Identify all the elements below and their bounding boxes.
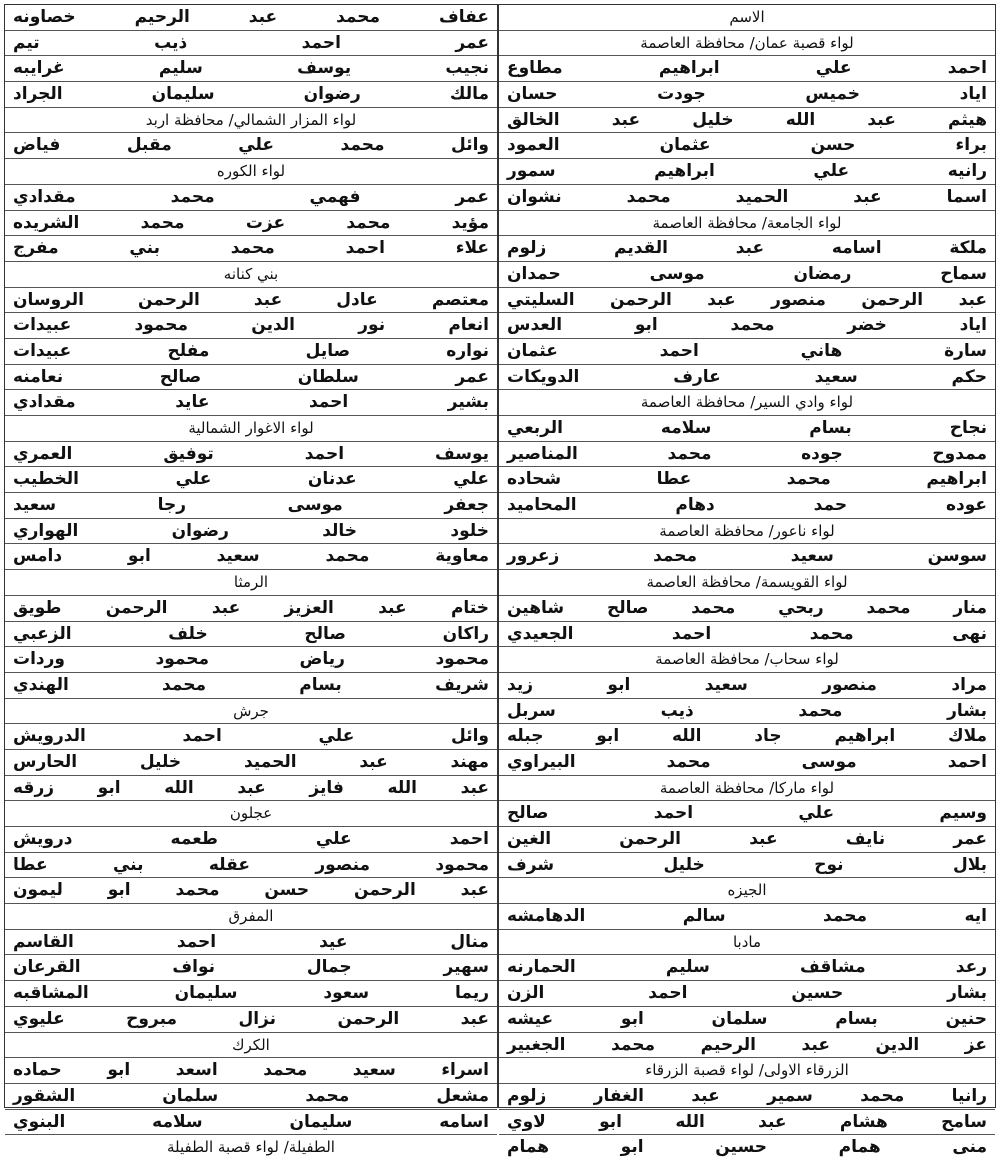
name-list-sheet (4, 4, 996, 1158)
name-row: ملاك ابراهيم جاد الله ابو جبله (499, 724, 995, 750)
name-row: ريما سعود سليمان المشاقبه (5, 981, 497, 1007)
name-row: ابراهيم محمد عطا شحاده (499, 467, 995, 493)
name-row: مراد منصور سعيد ابو زيد (499, 673, 995, 699)
section-heading: مادبا (499, 930, 995, 956)
name-row: حكم سعيد عارف الدويكات (499, 365, 995, 391)
section-heading: لواء الاغوار الشمالية (5, 416, 497, 442)
name-row: راكان صالح خلف الزعبي (5, 622, 497, 648)
name-row: وائل علي احمد الدرويش (5, 724, 497, 750)
name-row: مهند عبد الحميد خليل الحارس (5, 750, 497, 776)
name-row: عبد الرحمن منصور عبد الرحمن السليتي (499, 288, 995, 314)
name-row: بشير احمد عايد مقدادي (5, 390, 497, 416)
name-row: براء حسن عثمان العمود (499, 133, 995, 159)
name-row: سهير جمال نواف القرعان (5, 955, 497, 981)
left-column (5, 5, 499, 1157)
name-row: اسما عبد الحميد محمد نشوان (499, 185, 995, 211)
section-heading: الكرك (5, 1033, 497, 1059)
name-row: عوده حمد دهام المحاميد (499, 493, 995, 519)
name-row: عمر احمد ذيب تيم (5, 31, 497, 57)
section-heading: لواء المزار الشمالي/ محافظة اربد (5, 108, 497, 134)
name-row: اسراء سعيد محمد اسعد ابو حماده (5, 1058, 497, 1084)
name-row: سوسن سعيد محمد زعرور (499, 544, 995, 570)
section-heading: لواء ماركا/ محافظة العاصمة (499, 776, 995, 802)
name-row: علي عدنان علي الخطيب (5, 467, 497, 493)
section-heading: لواء الجامعة/ محافظة العاصمة (499, 211, 995, 237)
name-row: سماح رمضان موسى حمدان (499, 262, 995, 288)
name-row: يوسف احمد توفيق العمري (5, 442, 497, 468)
name-row: عبد الرحمن نزال مبروح عليوي (5, 1007, 497, 1033)
section-heading: الرمثا (5, 570, 497, 596)
name-row: جعفر موسى رجا سعيد (5, 493, 497, 519)
name-row: وائل محمد علي مقبل فياض (5, 133, 497, 159)
right-column (499, 5, 995, 1158)
name-row: عبد الله فايز عبد الله ابو زرقه (5, 776, 497, 802)
section-heading: بني كنانه (5, 262, 497, 288)
name-row: رانيا محمد سمير عبد الغفار زلوم (499, 1084, 995, 1110)
section-heading: لواء قصبة عمان/ محافظة العاصمة (499, 31, 995, 57)
name-row: عفاف محمد عبد الرحيم خصاونه (5, 5, 497, 31)
name-row: مؤيد محمد عزت محمد الشريده (5, 211, 497, 237)
name-row: بشار محمد ذيب سربل (499, 699, 995, 725)
name-row: شريف بسام محمد الهندي (5, 673, 497, 699)
section-heading: الاسم (499, 5, 995, 31)
name-row: ملكة اسامه عبد القديم زلوم (499, 236, 995, 262)
section-heading: لواء سحاب/ محافظة العاصمة (499, 647, 995, 673)
name-row: رانيه علي ابراهيم سمور (499, 159, 995, 185)
name-row: خلود خالد رضوان الهواري (5, 519, 497, 545)
name-row: حنين بسام سلمان ابو عيشه (499, 1007, 995, 1033)
name-row: هيثم عبد الله خليل عبد الخالق (499, 108, 995, 134)
section-heading: الزرقاء الاولى/ لواء قصبة الزرقاء (499, 1058, 995, 1084)
name-row: منال عيد احمد القاسم (5, 930, 497, 956)
name-row: معاوية محمد سعيد ابو دامس (5, 544, 497, 570)
section-heading: لواء الكوره (5, 159, 497, 185)
section-heading: المفرق (5, 904, 497, 930)
name-row: بشار حسين احمد الزن (499, 981, 995, 1007)
name-row: معتصم عادل عبد الرحمن الروسان (5, 288, 497, 314)
name-row: عمر فهمي محمد مقدادي (5, 185, 497, 211)
name-row: احمد علي ابراهيم مطاوع (499, 56, 995, 82)
section-heading: الطفيلة/ لواء قصبة الطفيلة (167, 1138, 335, 1157)
name-row: نجيب يوسف سليم غرايبه (5, 56, 497, 82)
section-heading: لواء ناعور/ محافظة العاصمة (499, 519, 995, 545)
name-row: منار محمد ربحي محمد صالح شاهين (499, 596, 995, 622)
name-row: عز الدين عبد الرحيم محمد الجغبير (499, 1033, 995, 1059)
name-row: ممدوح جوده محمد المناصير (499, 442, 995, 468)
name-row: نجاح بسام سلامه الربعي (499, 416, 995, 442)
name-row: ايه محمد سالم الدهامشه (499, 904, 995, 930)
name-row: اسامه سليمان سلامه البنوي (5, 1110, 497, 1136)
section-heading: جرش (5, 699, 497, 725)
name-row: سامح هشام عبد الله ابو لاوي (499, 1110, 995, 1136)
section-heading: لواء وادي السير/ محافظة العاصمة (499, 390, 995, 416)
name-row: رعد مشاقف سليم الحمارنه (499, 955, 995, 981)
name-row: اياد خضر محمد ابو العدس (499, 313, 995, 339)
section-heading: عجلون (5, 801, 497, 827)
name-row: وسيم علي احمد صالح (499, 801, 995, 827)
section-heading: لواء القويسمة/ محافظة العاصمة (499, 570, 995, 596)
name-row: احمد موسى محمد البيراوي (499, 750, 995, 776)
name-row: نواره صايل مفلح عبيدات (5, 339, 497, 365)
name-row: مالك رضوان سليمان الجراد (5, 82, 497, 108)
section-heading: الجيزه (499, 878, 995, 904)
name-row: عمر سلطان صالح نعامنه (5, 365, 497, 391)
name-row: نهى محمد احمد الجعيدي (499, 622, 995, 648)
name-row: مشعل محمد سلمان الشقور (5, 1084, 497, 1110)
name-row: محمود منصور عقله بني عطا (5, 853, 497, 879)
name-row: بلال نوح خليل شرف (499, 853, 995, 879)
name-row: علاء احمد محمد بني مفرج (5, 236, 497, 262)
name-row: ختام عبد العزيز عبد الرحمن طويق (5, 596, 497, 622)
name-row: عمر نايف عبد الرحمن الغين (499, 827, 995, 853)
name-row: سارة هاني احمد عثمان (499, 339, 995, 365)
name-row: انعام نور الدين محمود عبيدات (5, 313, 497, 339)
name-row: احمد علي طعمه درويش (5, 827, 497, 853)
name-row: محمود رياض محمود وردات (5, 647, 497, 673)
name-row: منى همام حسين ابو همام (507, 1137, 987, 1158)
name-row: اياد خميس جودت حسان (499, 82, 995, 108)
name-row: عبد الرحمن حسن محمد ابو ليمون (5, 878, 497, 904)
